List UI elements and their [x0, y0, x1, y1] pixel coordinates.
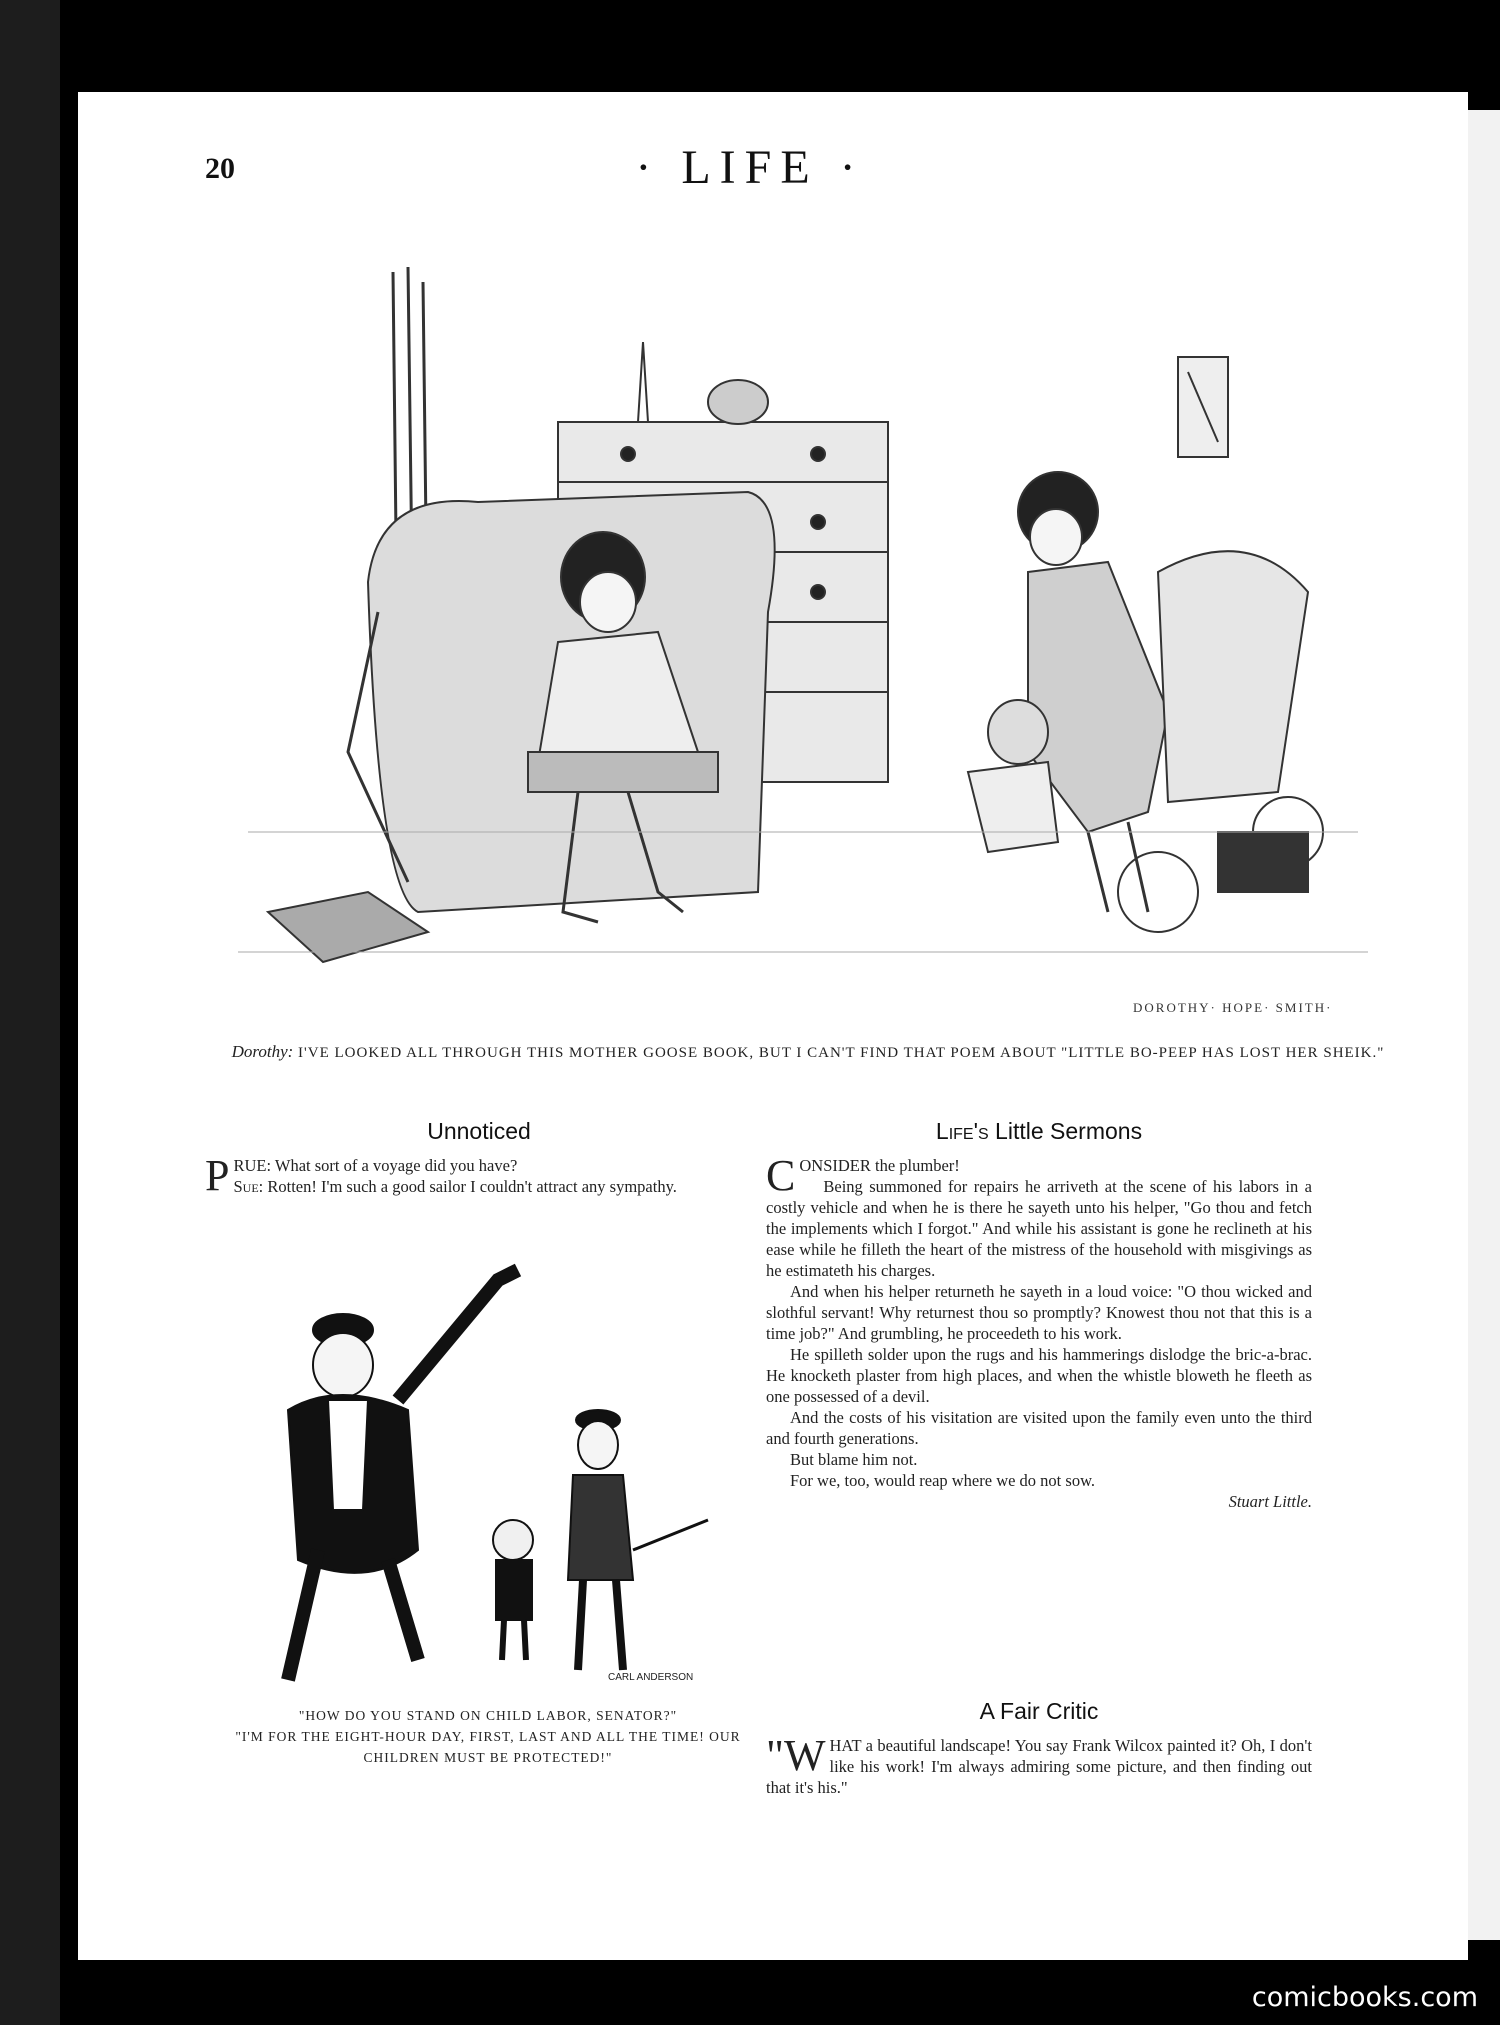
site-watermark: comicbooks.com	[1251, 1982, 1478, 2013]
critic-title: A Fair Critic	[979, 1698, 1099, 1724]
prue-line: : What sort of a voyage did you have?	[266, 1156, 518, 1175]
critic-drop-cap: "W	[766, 1731, 826, 1780]
masthead: · LIFE ·	[635, 141, 865, 194]
scan-background-strip	[0, 0, 60, 2025]
sermons-opening: ONSIDER the plumber!	[799, 1156, 960, 1175]
senator-caption-line1: "HOW DO YOU STAND ON CHILD LABOR, SENATOR?"	[298, 1708, 678, 1723]
sermons-paragraph: He spilleth solder upon the rugs and his hammerings dislodge the bric-a-brac. He knocketh plaster from high places, and when the whistle bloweth he fleeth as one possessed of a devil.	[766, 1345, 1312, 1406]
top-illustration	[228, 192, 1388, 1030]
unnoticed-article	[205, 1118, 753, 1200]
critic-text: HAT a beautiful landscape! You say Frank Wilcox painted it? Oh, I don't like his work! I'm always admiring some picture, and then finding out that it's his."	[766, 1736, 1312, 1797]
sermons-paragraph: But blame him not.	[790, 1450, 918, 1469]
top-illustration-caption	[218, 1040, 1398, 1065]
sermons-paragraph: And the costs of his visitation are visited upon the family even unto the third and fourth generations.	[766, 1408, 1312, 1448]
sermons-paragraph: Being summoned for repairs he arriveth at the scene of his labors in a costly vehicle and when he is there he sayeth unto his helper, "Go thou and fetch the implements which I forgot." And while his assistant is gone he reclineth at his ease while he filleth the heart of the mistress of the household with misgivings as he estimateth his charges.	[766, 1177, 1312, 1280]
sermons-drop-cap: C	[766, 1151, 796, 1200]
senator-cartoon	[218, 1250, 758, 1690]
sermons-article	[766, 1118, 1312, 1512]
page-number: 20	[205, 152, 235, 185]
sermons-signature: Stuart Little.	[1228, 1492, 1312, 1511]
unnoticed-drop-cap: P	[205, 1151, 230, 1200]
fair-critic-article	[766, 1698, 1312, 1798]
sermons-paragraph: And when his helper returneth he sayeth in a loud voice: "O thou wicked and slothful servant! Why returnest thou so promptly? Knowest thou not that this is a time job?" And grumbling, he proceedeth to his work.	[766, 1282, 1312, 1343]
caption-text: I'VE LOOKED ALL THROUGH THIS MOTHER GOOSE BOOK, BUT I CAN'T FIND THAT POEM ABOUT "LITTLE BO-PEEP HAS LOST HER SHEIK."	[298, 1045, 1385, 1061]
sermons-title	[766, 1118, 1312, 1145]
sermons-paragraph: For we, too, would reap where we do not sow.	[790, 1471, 1096, 1490]
sue-label: Sue	[233, 1177, 259, 1196]
senator-cartoon-caption	[210, 1705, 766, 1768]
top-illustration-signature: DOROTHY· HOPE· SMITH·	[1133, 1000, 1333, 1015]
unnoticed-title: Unnoticed	[427, 1118, 531, 1144]
sermons-title-life: Life's	[935, 1118, 989, 1144]
senator-cartoon-signature: CARL ANDERSON	[608, 1672, 694, 1683]
caption-speaker: Dorothy:	[231, 1042, 294, 1061]
prue-label: RUE	[233, 1156, 267, 1175]
senator-caption-line2: "I'M FOR THE EIGHT-HOUR DAY, FIRST, LAST AND ALL THE TIME! OUR CHILDREN MUST BE PROTECTED!"	[235, 1729, 741, 1765]
sue-line: : Rotten! I'm such a good sailor I couldn't attract any sympathy.	[258, 1177, 677, 1196]
sermons-title-rest: Little Sermons	[988, 1118, 1143, 1144]
